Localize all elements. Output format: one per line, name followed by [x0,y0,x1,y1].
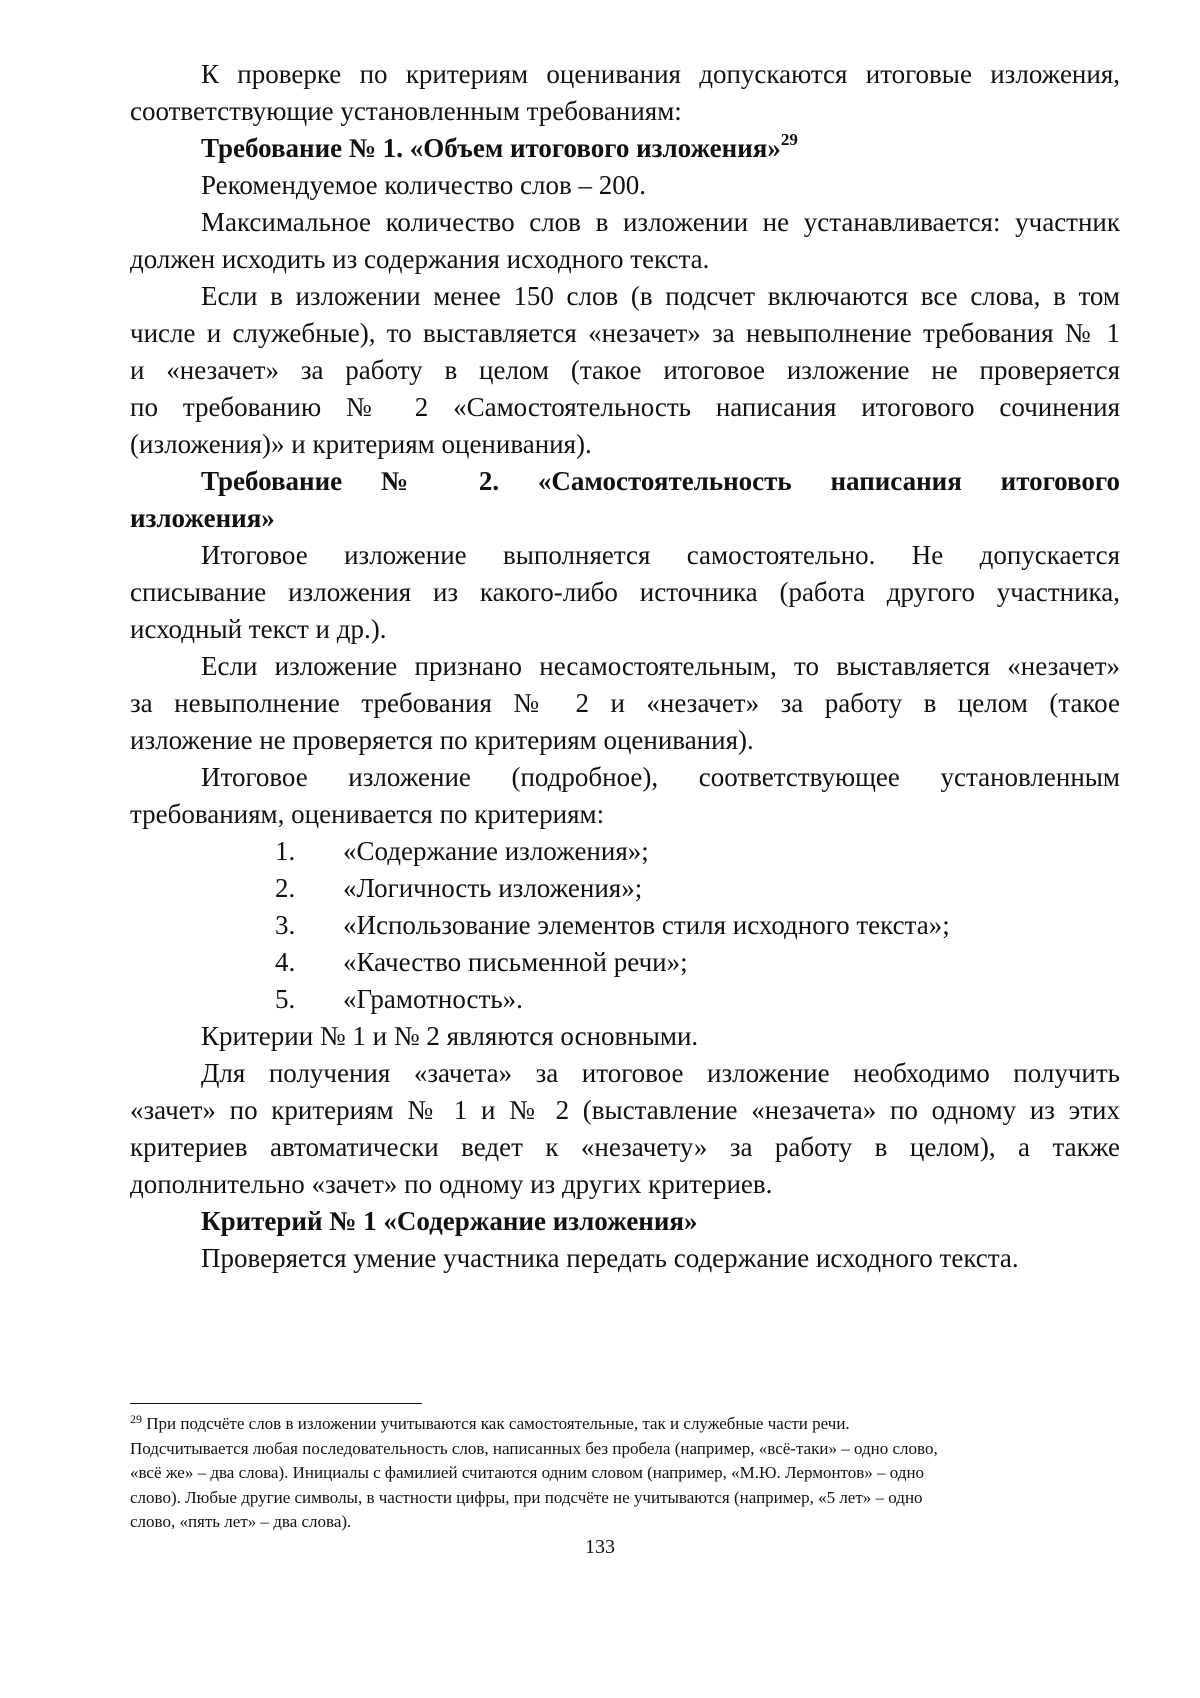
footnote-reference: 29 [780,130,798,149]
paragraph-line: по требованию № 2 «Самостоятельность написания итогового сочинения [130,392,1120,422]
list-number: 2. [275,873,296,903]
footnote-line: слово). Любые другие символы, в частности цифры, при подсчёте не учитываются (например, «5 лет» – одно [130,1487,923,1507]
paragraph-line: исходный текст и др.). [130,614,387,644]
paragraph-line: изложение не проверяется по критериям оценивания). [130,725,754,755]
paragraph-line: Максимальное количество слов в изложении не устанавливается: участник [201,207,1120,237]
paragraph-line: Рекомендуемое количество слов – 200. [201,170,647,200]
list-number: 5. [275,984,296,1014]
footnote-line: Подсчитывается любая последовательность слов, написанных без пробела (например, «всё-таки» – одно слово, [130,1438,938,1458]
list-number: 1. [275,836,296,866]
paragraph-line: критериев автоматически ведет к «незачету» за работу в целом), а также [130,1132,1120,1162]
paragraph-line: Проверяется умение участника передать содержание исходного текста. [201,1243,1019,1273]
paragraph-line: и «незачет» за работу в целом (такое итоговое изложение не проверяется [130,355,1120,385]
requirement-1-title: Требование № 1. «Объем итогового изложения» [201,133,781,163]
criteria-list-item [130,907,1120,944]
paragraph-line: числе и служебные), то выставляется «незачет» за невыполнение требования № 1 [130,318,1120,348]
footnote-text: При подсчёте слов в изложении учитываются как самостоятельные, так и служебные части речи. [146,1414,850,1433]
footnote-line: слово, «пять лет» – два слова). [130,1512,352,1531]
list-number: 4. [275,947,296,977]
paragraph-line: (изложения)» и критериям оценивания). [130,429,592,459]
paragraph-line: за невыполнение требования № 2 и «незачет» за работу в целом (такое [130,688,1120,718]
paragraph-line: Критерии № 1 и № 2 являются основными. [201,1021,699,1051]
paragraph-line: Итоговое изложение выполняется самостоятельно. Не допускается [201,540,1120,570]
list-number: 3. [275,910,296,940]
criteria-list-item [130,944,1120,981]
document-body [130,56,1120,1277]
footnote-line: «всё же» – два слова). Инициалы с фамилией считаются одним словом (например, «М.Ю. Лермонтов» – одно [130,1463,925,1482]
criteria-list-item [130,833,1120,870]
list-text: «Грамотность». [343,984,523,1014]
list-text: «Логичность изложения»; [343,873,643,903]
criteria-list-item [130,981,1120,1018]
list-text: «Содержание изложения»; [343,836,649,866]
paragraph-line: «зачет» по критериям № 1 и № 2 (выставление «незачета» по одному из этих [130,1095,1120,1125]
page-number: 133 [585,1536,615,1558]
paragraph-line: Если изложение признано несамостоятельным, то выставляется «незачет» [201,651,1120,681]
paragraph-line: списывание изложения из какого-либо источника (работа другого участника, [130,577,1120,607]
requirement-2-heading-cont: изложения» [130,503,275,533]
paragraph-line: соответствующие установленным требованиям: [130,96,682,126]
paragraph-line: Для получения «зачета» за итоговое изложение необходимо получить [201,1058,1120,1088]
footnote-separator [130,1403,422,1404]
paragraph-line: Итоговое изложение (подробное), соответствующее установленным [201,762,1120,792]
requirement-1-heading [130,130,1120,167]
paragraph-line: К проверке по критериям оценивания допускаются итоговые изложения, [201,59,1120,89]
footnote [130,1412,1120,1535]
list-text: «Использование элементов стиля исходного текста»; [343,910,950,940]
paragraph-line: Если в изложении менее 150 слов (в подсчет включаются все слова, в том [201,281,1120,311]
criteria-list-item [130,870,1120,907]
list-text: «Качество письменной речи»; [343,947,688,977]
footnote-number: 29 [130,1412,142,1426]
requirement-2-heading: Требование № 2. «Самостоятельность написания итогового [201,466,1120,496]
paragraph-line: должен исходить из содержания исходного текста. [130,244,710,274]
footnote-line [130,1412,1120,1437]
paragraph-line: требованиям, оценивается по критериям: [130,799,605,829]
criterion-1-heading: Критерий № 1 «Содержание изложения» [201,1206,698,1236]
paragraph-line: дополнительно «зачет» по одному из других критериев. [130,1169,773,1199]
